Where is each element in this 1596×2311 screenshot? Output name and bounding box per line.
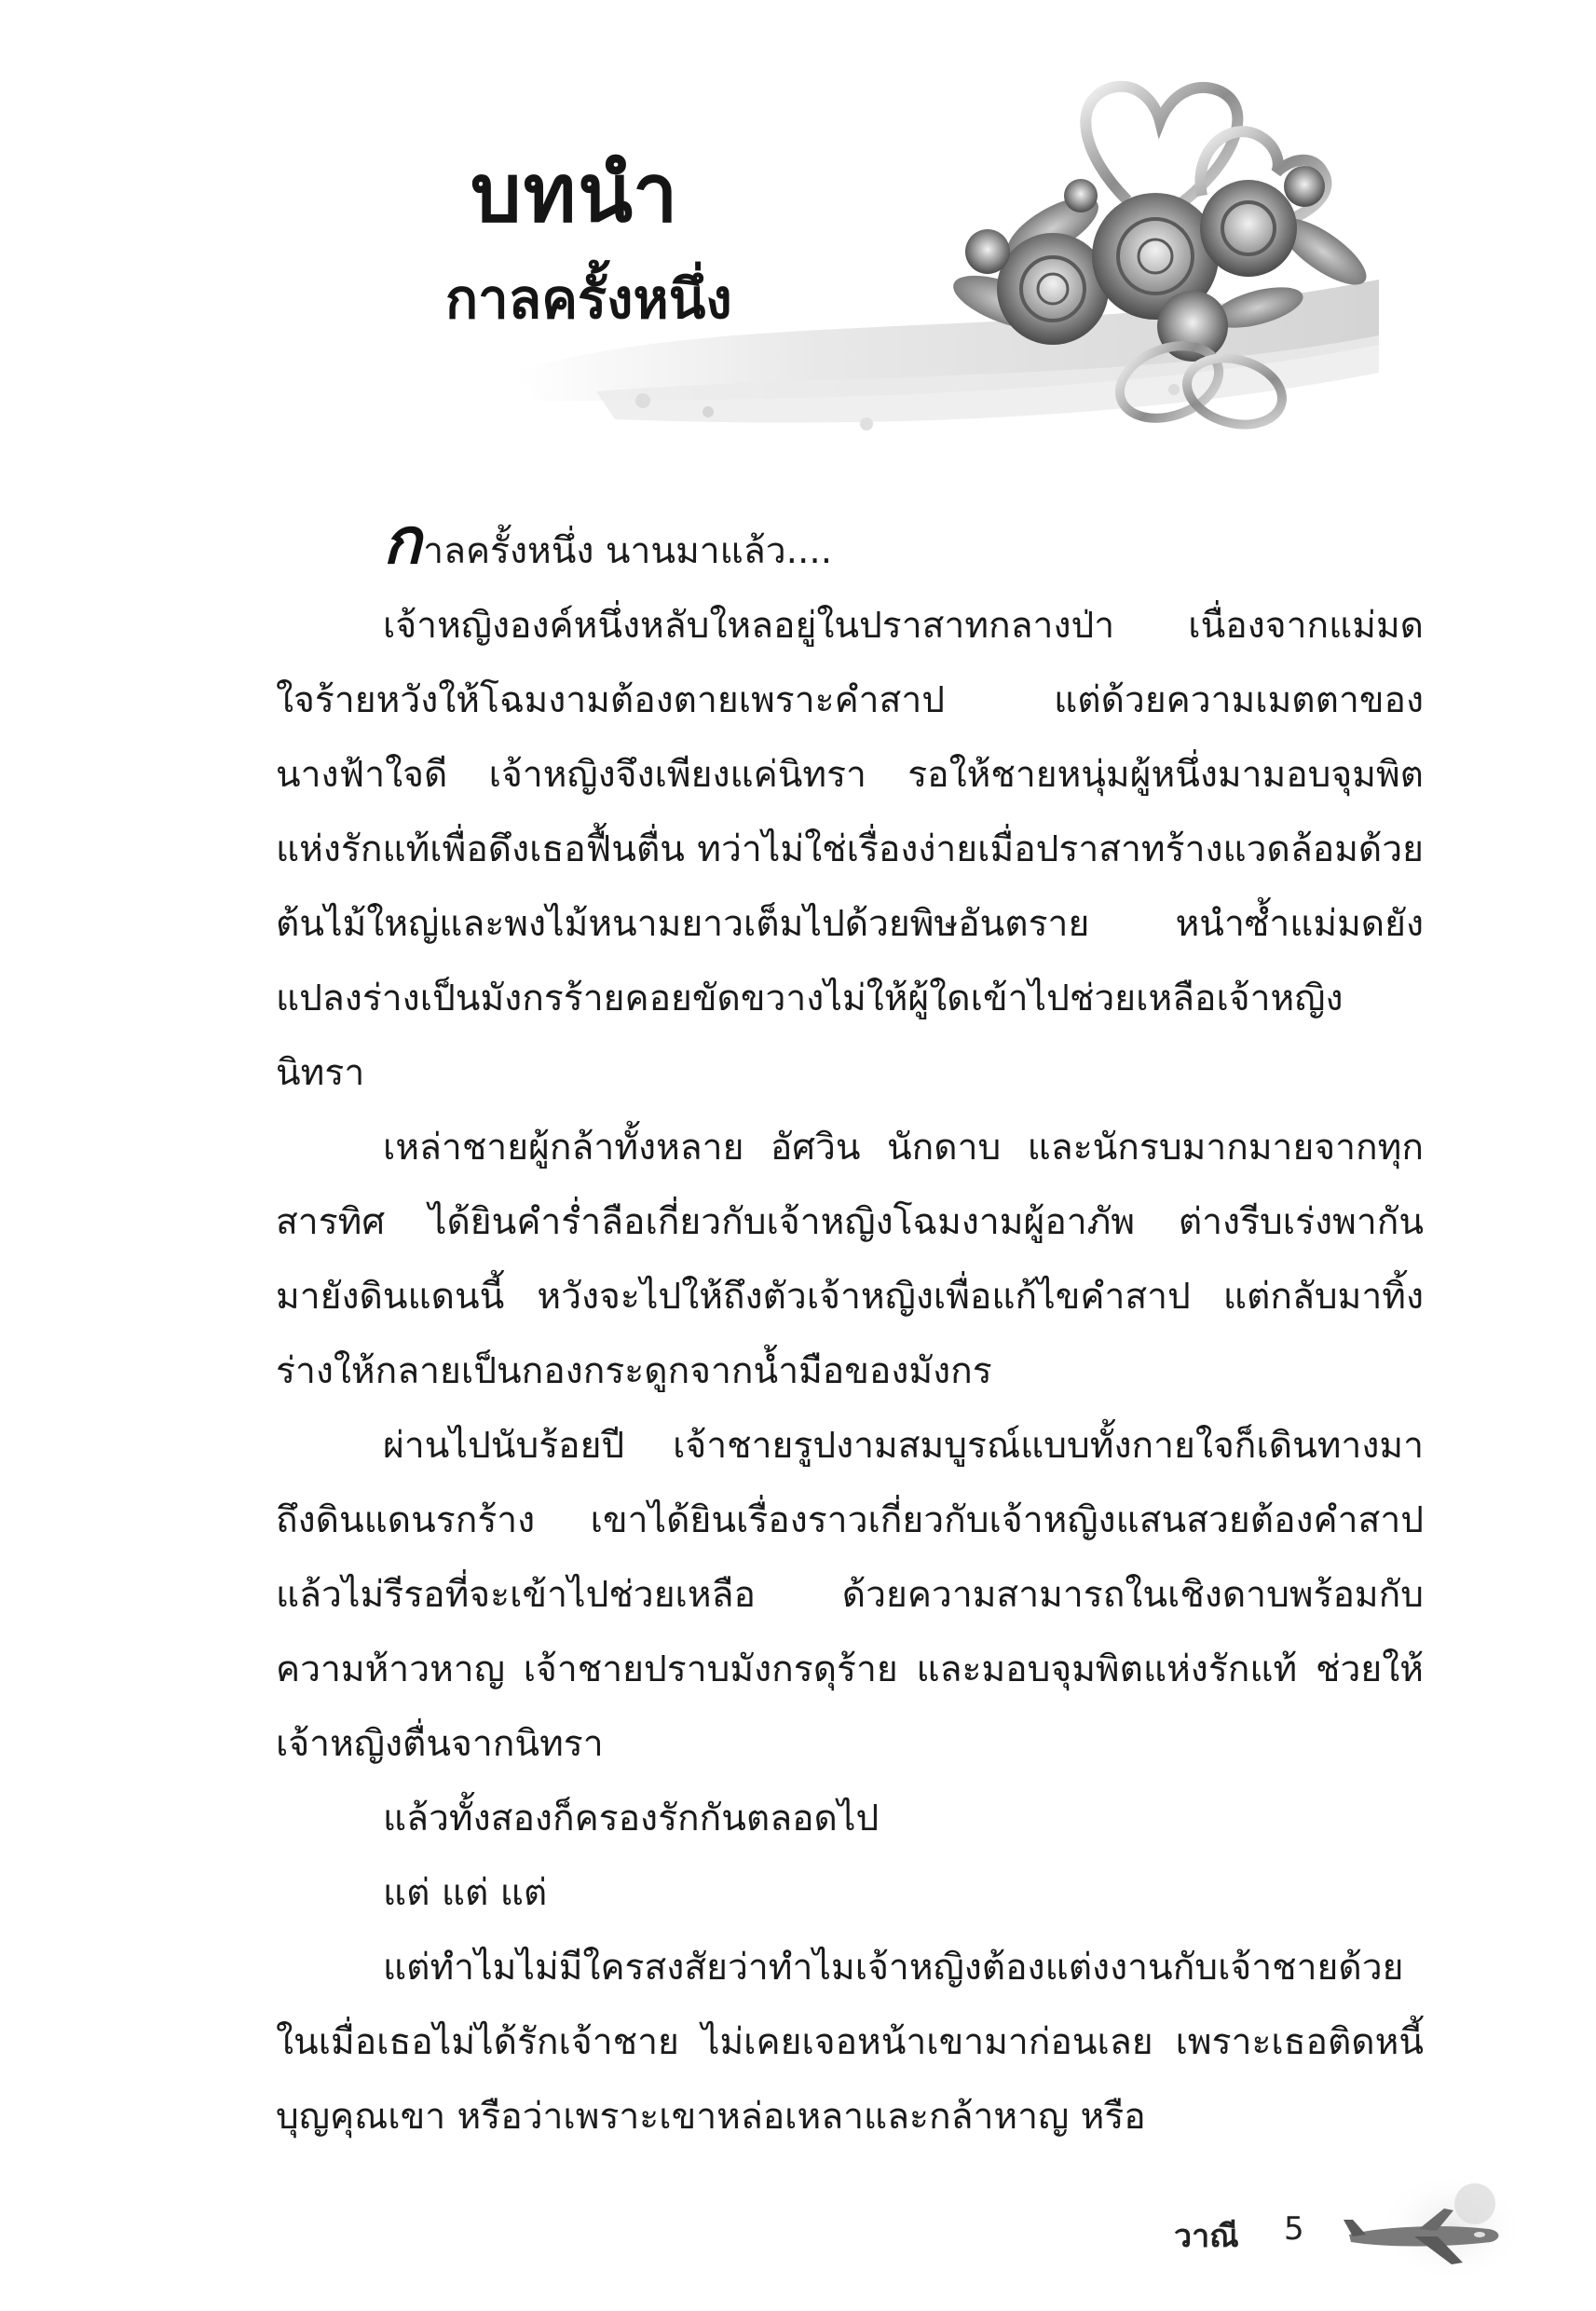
paragraph: ผ่านไปนับร้อยปี เจ้าชายรูปงามสมบูรณ์แบบทั้งกายใจก็เดินทางมาถึงดินแดนรกร้าง เขาได้ยินเรื่องราวเกี่ยวกับเจ้าหญิงแสนสวยต้องคำสาป แล้วไม่รีรอที่จะเข้าไปช่วยเหลือ ด้วยความสามารถในเชิงดาบพร้อมกับความห้าวหาญ เจ้าชายปราบมังกรดุร้าย และมอบจุมพิตแห่งรักแท้ ช่วยให้เจ้าหญิงตื่นจากนิทรา [276,1425,1424,1765]
paragraph: เหล่าชายผู้กล้าทั้งหลาย อัศวิน นักดาบ และนักรบมากมายจากทุกสารทิศ ได้ยินคำร่ำลือเกี่ยวกับเจ้าหญิงโฉมงามผู้อาภัพ ต่างรีบเร่งพากันมายังดินแดนนี้ หวังจะไปให้ถึงตัวเจ้าหญิงเพื่อแก้ไขคำสาป แต่กลับมาทิ้งร่างให้กลายเป็นกองกระดูกจากน้ำมือของมังกร [276,1127,1424,1392]
drop-cap: ก [383,505,422,579]
paragraph: เจ้าหญิงองค์หนึ่งหลับใหลอยู่ในปราสาทกลางป่า เนื่องจากแม่มดใจร้ายหวังให้โฉมงามต้องตายเพราะคำสาป แต่ด้วยความเมตตาของนางฟ้าใจดี เจ้าหญิงจึงเพียงแค่นิทรา รอให้ชายหนุ่มผู้หนึ่งมามอบจุมพิตแห่งรักแท้เพื่อดึงเธอฟื้นตื่น ทว่าไม่ใช่เรื่องง่ายเมื่อปราสาทร้างแวดล้อมด้วยต้นไม้ใหญ่และพงไม้หนามยาวเต็มไปด้วยพิษอันตราย หนำซ้ำแม่มดยังแปลงร่างเป็นมังกรร้ายคอยขัดขวางไม่ให้ผู้ใดเข้าไปช่วยเหลือเจ้าหญิงนิทรา [276,605,1424,1094]
opening-text: าลครั้งหนึ่ง นานมาแล้ว.... [423,530,833,572]
paragraph: แล้วทั้งสองก็ครองรักกันตลอดไป [383,1798,880,1839]
page-number: 5 [1284,2210,1304,2248]
paragraph: แต่ แต่ แต่ [383,1872,548,1914]
opening-line [276,505,1424,589]
paragraph: แต่ทำไมไม่มีใครสงสัยว่าทำไมเจ้าหญิงต้องแต่งงานกับเจ้าชายด้วย ในเมื่อเธอไม่ได้รักเจ้าชาย ไม่เคยเจอหน้าเขามาก่อนเลย เพราะเธอติดหนี้บุญคุณเขา หรือว่าเพราะเขาหล่อเหลาและกล้าหาญ หรือ [276,1947,1424,2138]
airplane-icon [1340,2162,1526,2302]
chapter-title: บทนำ [471,147,680,240]
author-name: วาณี [1174,2218,1239,2255]
chapter-body [276,505,1424,2154]
chapter-subtitle: กาลครั้งหนึ่ง [445,267,732,331]
page-footer [1174,2199,1565,2292]
